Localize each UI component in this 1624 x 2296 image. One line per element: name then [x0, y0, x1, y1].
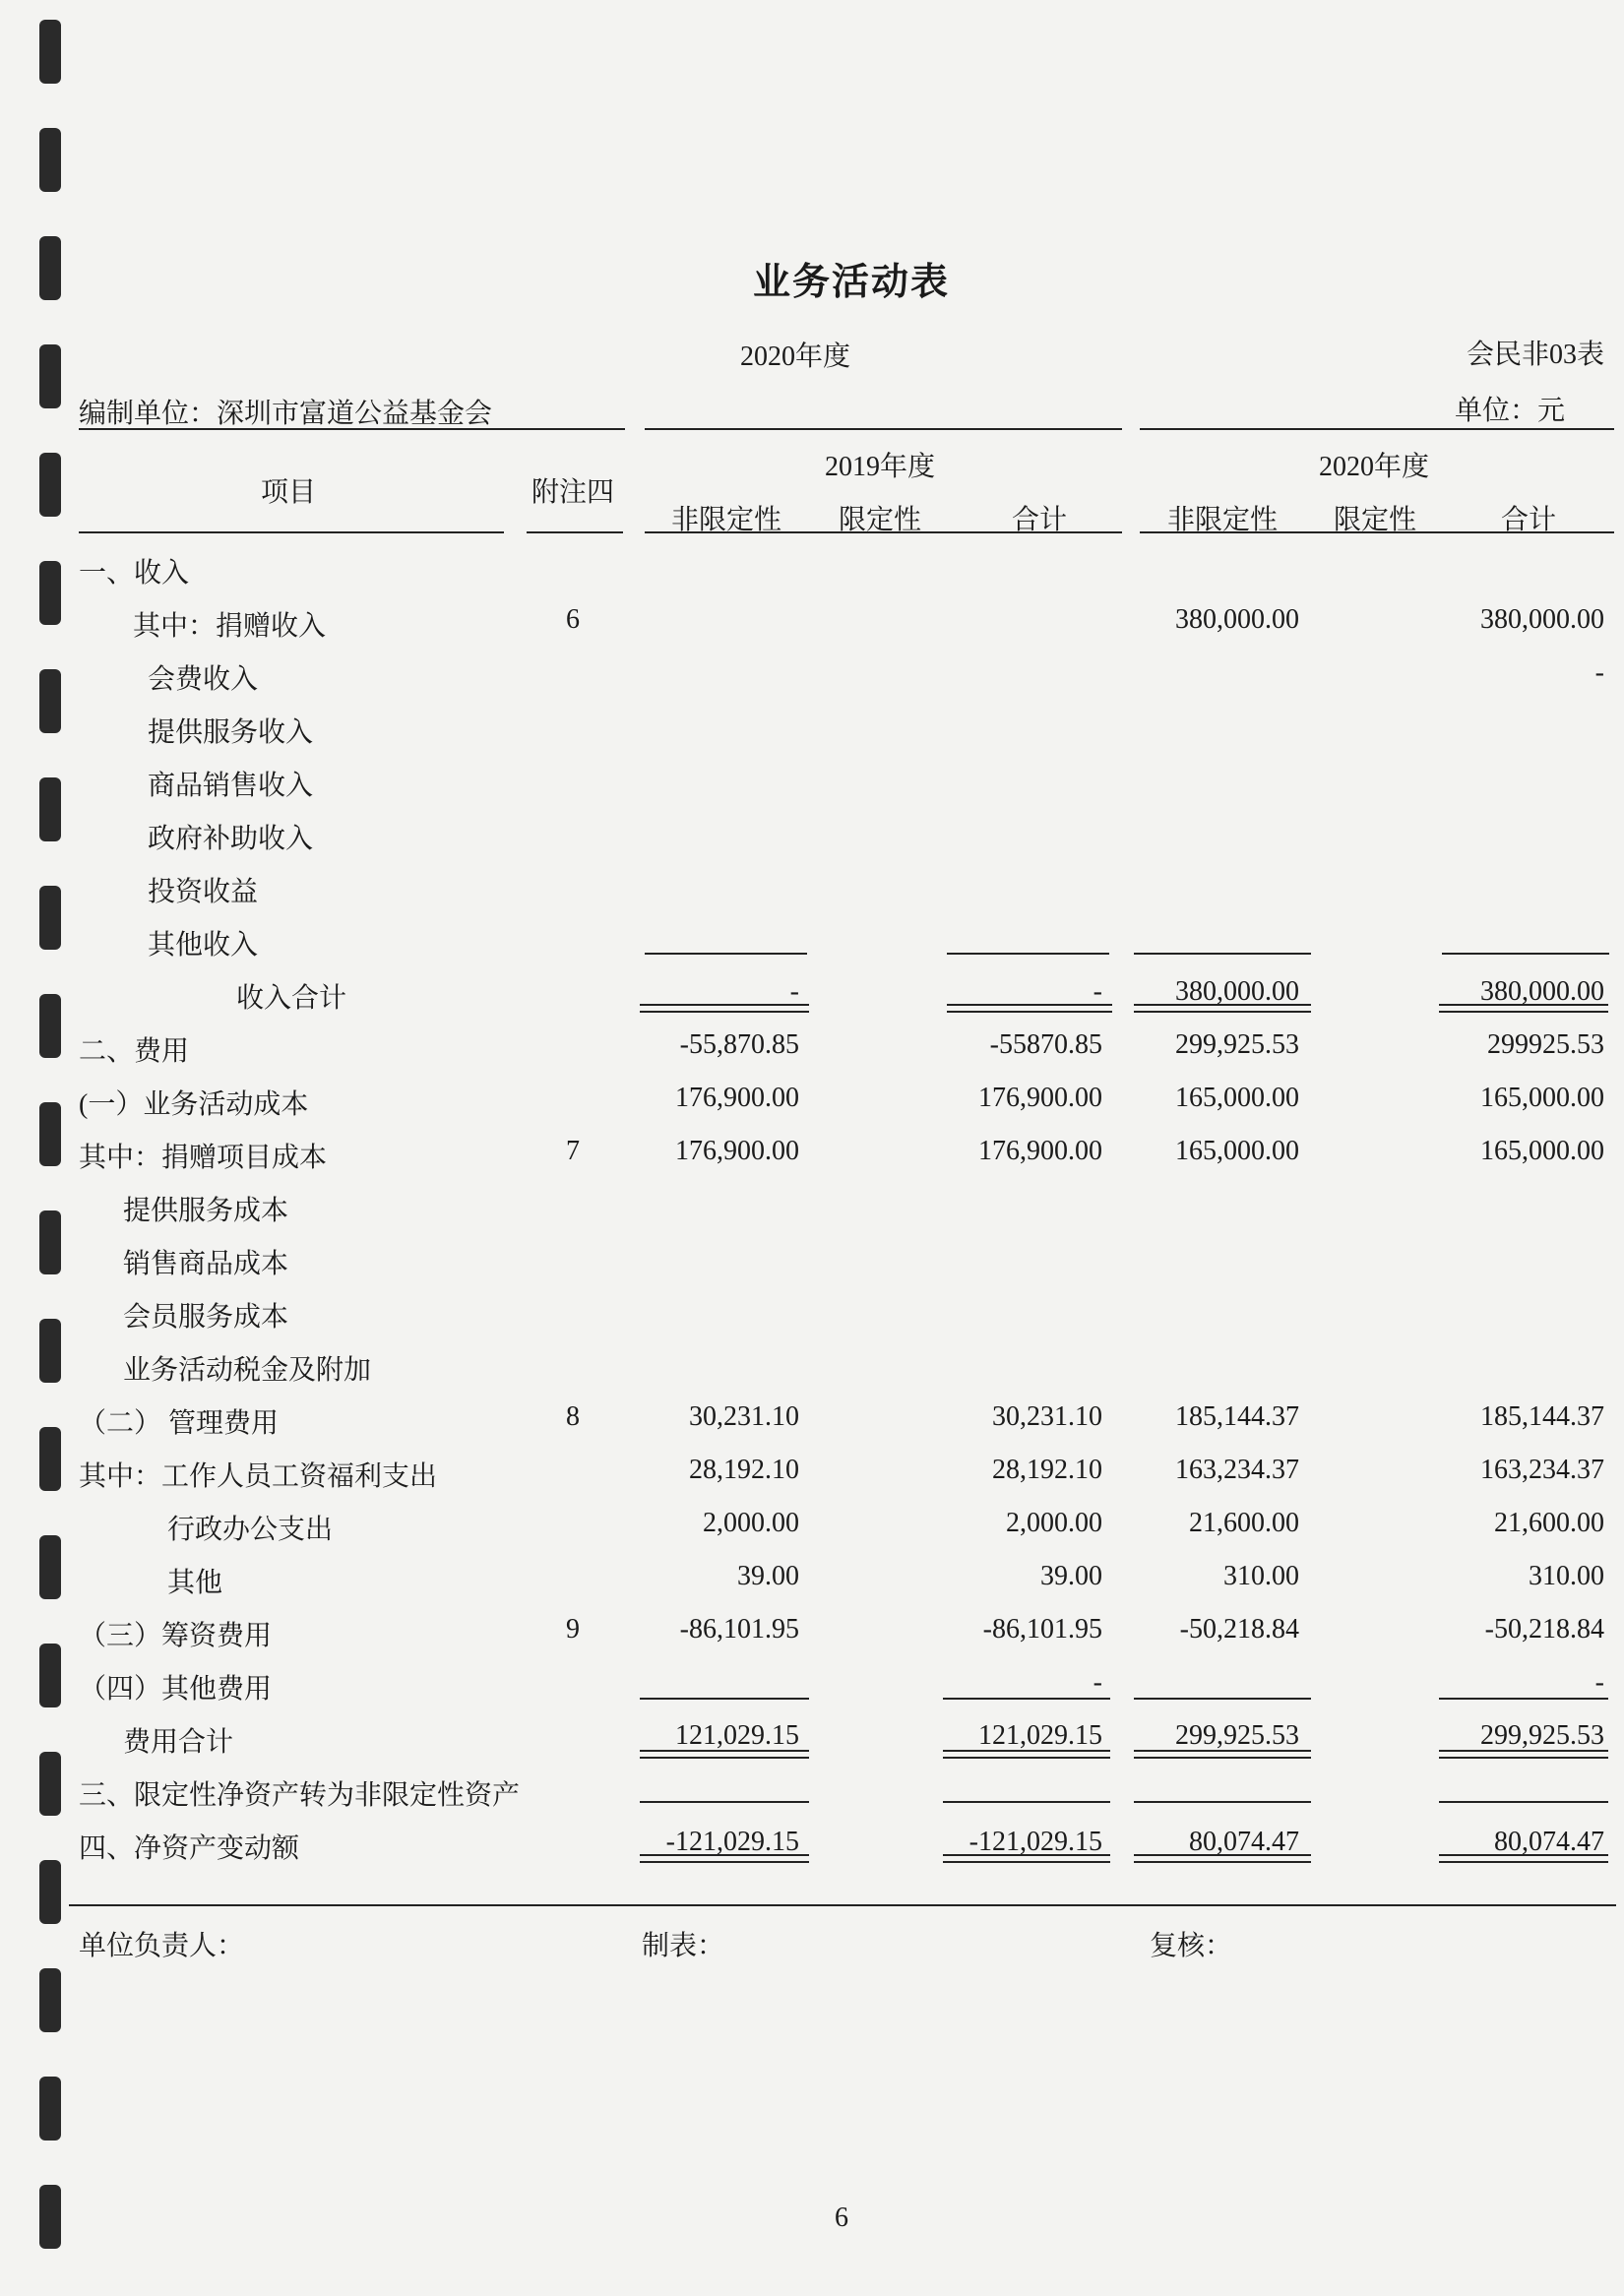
- row-note: 8: [566, 1401, 580, 1432]
- cell-2020-total: -: [1594, 1667, 1604, 1698]
- row-label: 其他: [167, 1568, 223, 1598]
- header-year-2019: 2019年度: [825, 452, 936, 482]
- cell-2020-unrestricted: 80,074.47: [1189, 1827, 1299, 1857]
- cell-2020-total: 380,000.00: [1480, 976, 1604, 1007]
- row-label: 行政办公支出: [167, 1515, 334, 1545]
- binding-hole: [39, 1968, 61, 2032]
- header-curr-total: 合计: [1501, 505, 1557, 535]
- binding-hole: [39, 2077, 61, 2141]
- binding-hole: [39, 1535, 61, 1599]
- cell-2020-unrestricted: 185,144.37: [1175, 1401, 1299, 1432]
- page-title: 业务活动表: [753, 262, 951, 303]
- header-note: 附注四: [531, 477, 615, 508]
- cell-2019-total: -86,101.95: [982, 1614, 1102, 1644]
- row-label: 商品销售收入: [148, 771, 314, 801]
- cell-2020-total: -50,218.84: [1484, 1614, 1604, 1644]
- cell-2020-total: 165,000.00: [1480, 1083, 1604, 1113]
- entity-name: 编制单位：深圳市富道公益基金会: [79, 399, 493, 429]
- binding-hole: [39, 1319, 61, 1383]
- unit-label: 单位：元: [1455, 396, 1566, 426]
- row-label: 一、收入: [79, 558, 190, 589]
- cell-2019-unrestricted: -86,101.95: [679, 1614, 799, 1644]
- binding-hole: [39, 1644, 61, 1707]
- row-label: 其中：工作人员工资福利支出: [79, 1461, 438, 1492]
- row-note: 9: [566, 1614, 580, 1644]
- row-label: 政府补助收入: [148, 824, 314, 854]
- binding-hole: [39, 236, 61, 300]
- cell-2019-unrestricted: -55,870.85: [679, 1029, 799, 1060]
- header-prev-restricted: 限定性: [839, 505, 922, 535]
- binding-hole: [39, 1210, 61, 1274]
- row-label: 三、限定性净资产转为非限定性资产: [79, 1780, 521, 1811]
- header-year-2020: 2020年度: [1319, 452, 1430, 482]
- cell-2019-unrestricted: 176,900.00: [675, 1083, 799, 1113]
- cell-2019-unrestricted: 28,192.10: [689, 1455, 799, 1485]
- form-code: 会民非03表: [1467, 340, 1605, 370]
- footer-head: 单位负责人：: [79, 1931, 245, 1961]
- cell-2020-unrestricted: 21,600.00: [1189, 1508, 1299, 1538]
- binding-hole: [39, 2185, 61, 2249]
- row-label: 费用合计: [123, 1727, 234, 1758]
- row-label: 其中：捐赠项目成本: [79, 1143, 328, 1173]
- row-label: 业务活动税金及附加: [123, 1355, 372, 1386]
- cell-2020-unrestricted: 310.00: [1223, 1561, 1299, 1591]
- row-label: 销售商品成本: [123, 1249, 289, 1279]
- cell-2019-unrestricted: -: [789, 976, 799, 1007]
- row-label: 其中：捐赠收入: [133, 611, 327, 642]
- footer-reviewer: 复核：: [1150, 1931, 1233, 1961]
- header-curr-unrestricted: 非限定性: [1167, 505, 1279, 535]
- cell-2020-unrestricted: -50,218.84: [1179, 1614, 1299, 1644]
- row-label: （三）筹资费用: [79, 1621, 273, 1651]
- cell-2020-unrestricted: 299,925.53: [1175, 1720, 1299, 1751]
- row-label: (一）业务活动成本: [79, 1089, 309, 1120]
- cell-2020-unrestricted: 165,000.00: [1175, 1136, 1299, 1166]
- cell-2019-unrestricted: -121,029.15: [665, 1827, 799, 1857]
- cell-2020-total: 185,144.37: [1480, 1401, 1604, 1432]
- row-label: 会员服务成本: [123, 1302, 289, 1333]
- cell-2019-total: 2,000.00: [1006, 1508, 1102, 1538]
- row-label: 其他收入: [148, 930, 259, 961]
- binding-hole: [39, 994, 61, 1058]
- binding-hole: [39, 20, 61, 84]
- cell-2020-total: 165,000.00: [1480, 1136, 1604, 1166]
- row-note: 6: [566, 604, 580, 635]
- row-label: 会费收入: [148, 664, 259, 695]
- page-number: 6: [835, 2203, 848, 2233]
- cell-2019-unrestricted: 2,000.00: [703, 1508, 799, 1538]
- binding-hole: [39, 344, 61, 408]
- cell-2020-unrestricted: 165,000.00: [1175, 1083, 1299, 1113]
- cell-2019-unrestricted: 176,900.00: [675, 1136, 799, 1166]
- cell-2019-total: -55870.85: [989, 1029, 1102, 1060]
- cell-2019-total: 176,900.00: [978, 1083, 1102, 1113]
- header-item: 项目: [261, 477, 317, 508]
- cell-2020-total: -: [1594, 657, 1604, 688]
- cell-2020-unrestricted: 380,000.00: [1175, 604, 1299, 635]
- cell-2019-total: 121,029.15: [978, 1720, 1102, 1751]
- cell-2019-total: -: [1093, 976, 1102, 1007]
- header-prev-unrestricted: 非限定性: [671, 505, 782, 535]
- cell-2019-unrestricted: 39.00: [737, 1561, 799, 1591]
- row-label: 收入合计: [236, 983, 347, 1014]
- cell-2020-total: 21,600.00: [1494, 1508, 1604, 1538]
- binding-hole: [39, 1102, 61, 1166]
- cell-2020-total: 380,000.00: [1480, 604, 1604, 635]
- row-label: 投资收益: [148, 877, 259, 907]
- cell-2020-total: 310.00: [1529, 1561, 1604, 1591]
- row-label: 二、费用: [79, 1036, 190, 1067]
- cell-2020-total: 299925.53: [1487, 1029, 1604, 1060]
- period: 2020年度: [740, 341, 851, 372]
- binding-hole: [39, 128, 61, 192]
- cell-2019-total: -121,029.15: [968, 1827, 1102, 1857]
- binding-hole: [39, 1427, 61, 1491]
- binding-hole: [39, 886, 61, 950]
- cell-2020-unrestricted: 380,000.00: [1175, 976, 1299, 1007]
- header-prev-total: 合计: [1012, 505, 1068, 535]
- row-label: 提供服务成本: [123, 1196, 289, 1226]
- binding-hole: [39, 669, 61, 733]
- cell-2019-total: 28,192.10: [992, 1455, 1102, 1485]
- binding-hole: [39, 1752, 61, 1816]
- row-label: （二） 管理费用: [79, 1408, 280, 1439]
- row-label: （四）其他费用: [79, 1674, 273, 1705]
- row-label: 提供服务收入: [148, 717, 314, 748]
- cell-2019-total: 176,900.00: [978, 1136, 1102, 1166]
- row-label: 四、净资产变动额: [79, 1833, 300, 1864]
- cell-2019-unrestricted: 30,231.10: [689, 1401, 799, 1432]
- header-curr-restricted: 限定性: [1334, 505, 1417, 535]
- binding-hole: [39, 777, 61, 841]
- cell-2020-unrestricted: 299,925.53: [1175, 1029, 1299, 1060]
- cell-2019-total: -: [1093, 1667, 1102, 1698]
- binding-hole: [39, 561, 61, 625]
- row-note: 7: [566, 1136, 580, 1166]
- cell-2020-total: 80,074.47: [1494, 1827, 1604, 1857]
- cell-2020-unrestricted: 163,234.37: [1175, 1455, 1299, 1485]
- binding-hole: [39, 453, 61, 517]
- cell-2020-total: 163,234.37: [1480, 1455, 1604, 1485]
- cell-2019-unrestricted: 121,029.15: [675, 1720, 799, 1751]
- binding-hole: [39, 1860, 61, 1924]
- cell-2020-total: 299,925.53: [1480, 1720, 1604, 1751]
- cell-2019-total: 39.00: [1040, 1561, 1102, 1591]
- cell-2019-total: 30,231.10: [992, 1401, 1102, 1432]
- footer-preparer: 制表：: [642, 1931, 725, 1961]
